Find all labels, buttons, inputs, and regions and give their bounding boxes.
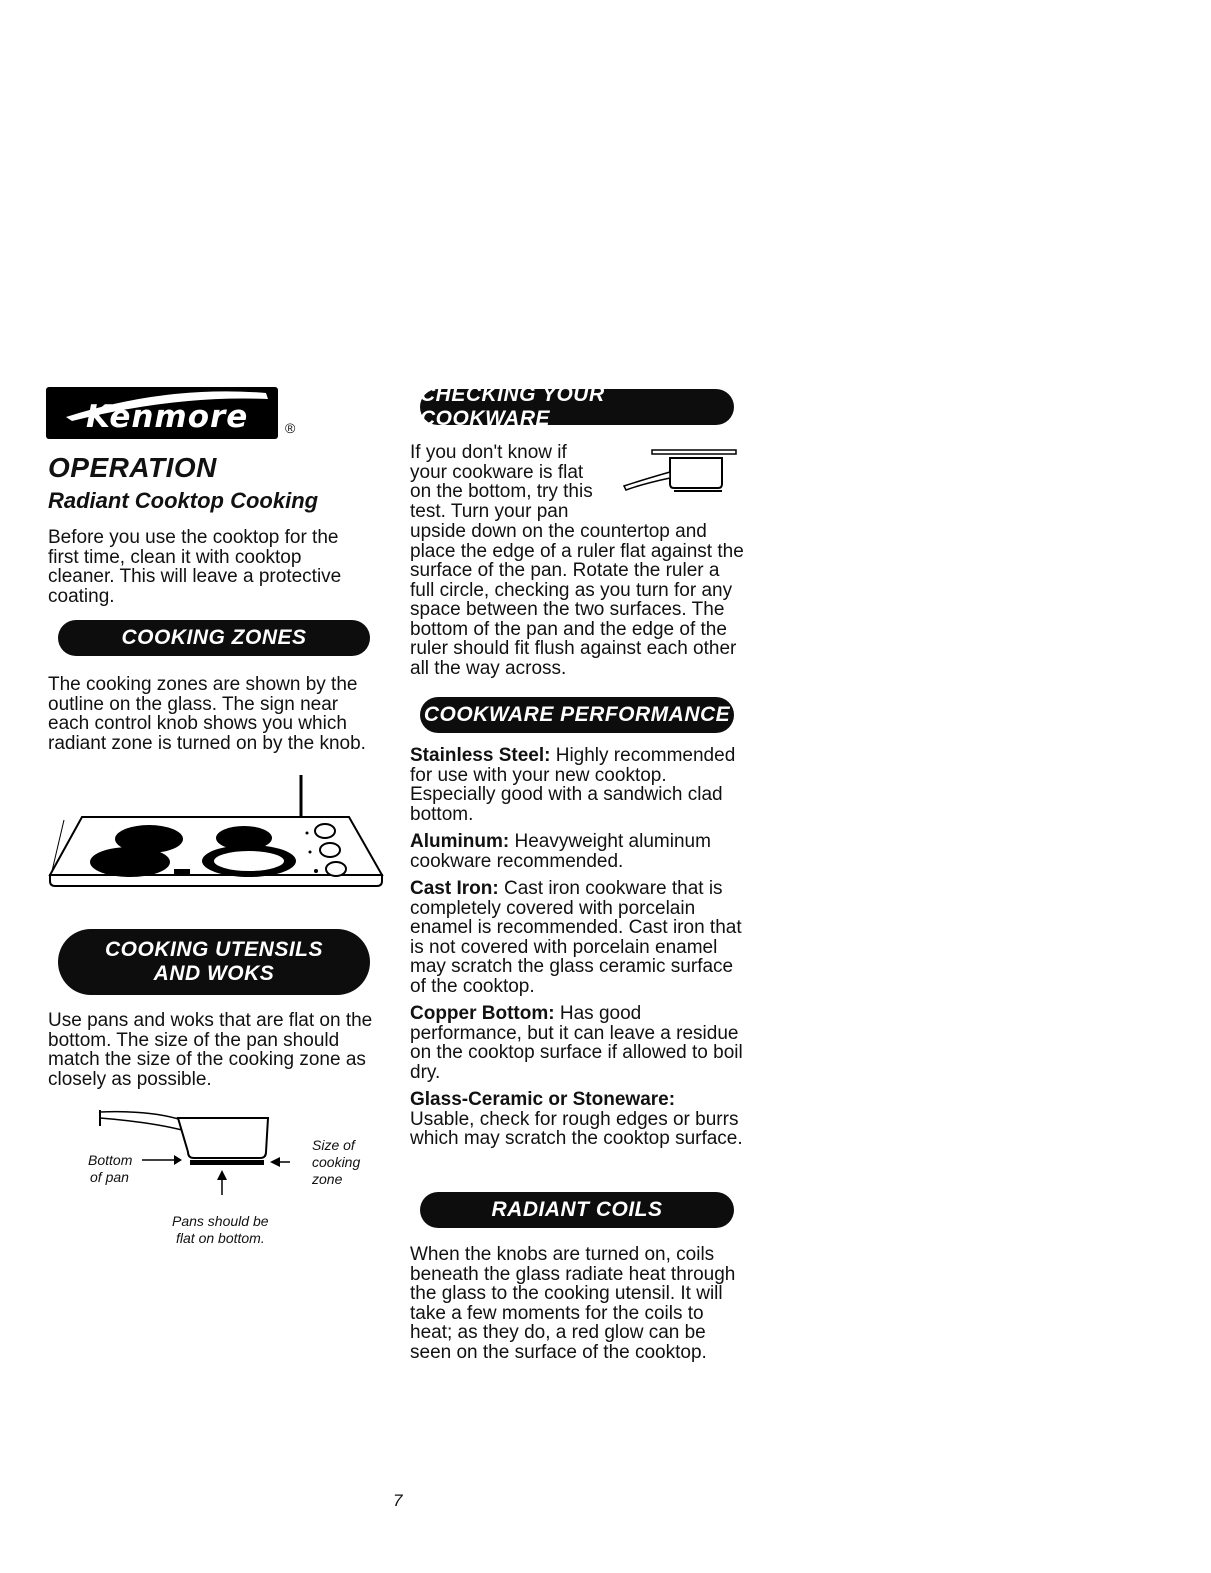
checking-line1: If you don't know if	[410, 442, 567, 463]
label-size-line1: Size of	[312, 1137, 355, 1153]
term-cast-iron: Cast Iron:	[410, 878, 499, 899]
label-bottom-line2: of pan	[90, 1169, 129, 1185]
coils-paragraph: When the knobs are turned on, coils beneath the glass radiate heat through the glass to the cooking utensil. It will take a few moments for the coils to heat; as they do, a red glow can be seen on the surface of the cooktop.	[410, 1244, 736, 1363]
banner-utensils-line2: AND WOKS	[153, 962, 275, 985]
banner-cooking-utensils	[58, 929, 370, 995]
logo-text: Kenmore	[86, 399, 249, 435]
intro-paragraph: Before you use the cooktop for the first time, clean it with cooktop cleaner. This will leave a protective coating.	[48, 527, 342, 607]
checking-line2: your cookware is flat	[410, 461, 584, 483]
label-flat-line1: Pans should be	[172, 1213, 269, 1229]
label-size-line3: zone	[312, 1171, 343, 1187]
desc-stainless: Highly recommended for use with your new cooktop. Especially good with a sandwich clad bottom.	[410, 745, 736, 825]
label-bottom-line1: Bottom	[88, 1152, 133, 1168]
checking-intro-lines	[410, 443, 640, 521]
list-item	[410, 746, 750, 824]
label-pans-flat	[172, 1213, 269, 1247]
cooking-zones-paragraph: The cooking zones are shown by the outline on the glass. The sign near each control knob shows you which radiant zone is turned on by the knob.	[48, 674, 366, 754]
subsection-title: Radiant Cooktop Cooking	[48, 488, 319, 513]
cooktop-illustration-icon	[44, 775, 389, 917]
checking-line3: on the bottom, try this	[410, 481, 593, 502]
checking-paragraph: upside down on the countertop and place the edge of a ruler flat against the surface of the pan. Rotate the ruler a full circle, checking as you turn for any space between the two surfaces. The bottom of the pan and the edge of the ruler should fit flush against each other all the way across.	[410, 521, 744, 679]
ruler-test-icon	[622, 448, 740, 494]
desc-glass-ceramic: Usable, check for rough edges or burrs which may scratch the cooktop surface.	[410, 1108, 743, 1149]
banner-utensils-line1: COOKING UTENSILS	[104, 938, 323, 961]
registered-mark: ®	[285, 420, 296, 436]
desc-aluminum: Heavyweight aluminum cookware recommended.	[410, 831, 711, 872]
kenmore-logo	[46, 387, 278, 439]
checking-line4: test. Turn your pan	[410, 500, 569, 522]
label-size-of-zone	[312, 1137, 360, 1188]
term-aluminum: Aluminum:	[410, 831, 510, 852]
list-item	[410, 1004, 750, 1082]
desc-cast-iron: Cast iron cookware that is completely covered with porcelain enamel is recommended. Cast iron that is not covered with porcelain enamel may scratch the glass ceramic surface of the cooktop.	[410, 878, 742, 997]
label-bottom-of-pan	[88, 1152, 132, 1186]
banner-cooking-zones: COOKING ZONES	[58, 620, 370, 656]
utensils-paragraph: Use pans and woks that are flat on the bottom. The size of the pan should match the size of the cooking zone as closely as possible.	[48, 1010, 373, 1090]
list-item	[410, 879, 750, 996]
section-title: OPERATION	[48, 452, 217, 483]
term-glass-ceramic: Glass-Ceramic or Stoneware:	[410, 1089, 676, 1110]
desc-copper: Has good performance, but it can leave a residue on the cooktop surface if allowed to boil dry.	[410, 1003, 743, 1083]
banner-cookware-performance: COOKWARE PERFORMANCE	[420, 697, 734, 733]
term-copper: Copper Bottom:	[410, 1003, 555, 1024]
label-flat-line2: flat on bottom.	[176, 1230, 265, 1246]
banner-checking-cookware: CHECKING YOUR COOKWARE	[420, 389, 734, 425]
banner-radiant-coils: RADIANT COILS	[420, 1192, 734, 1228]
list-item	[410, 832, 750, 871]
page-number: 7	[393, 1491, 403, 1510]
term-stainless: Stainless Steel:	[410, 745, 551, 766]
performance-list	[410, 746, 750, 1157]
label-size-line2: cooking	[312, 1154, 361, 1170]
list-item	[410, 1090, 750, 1149]
